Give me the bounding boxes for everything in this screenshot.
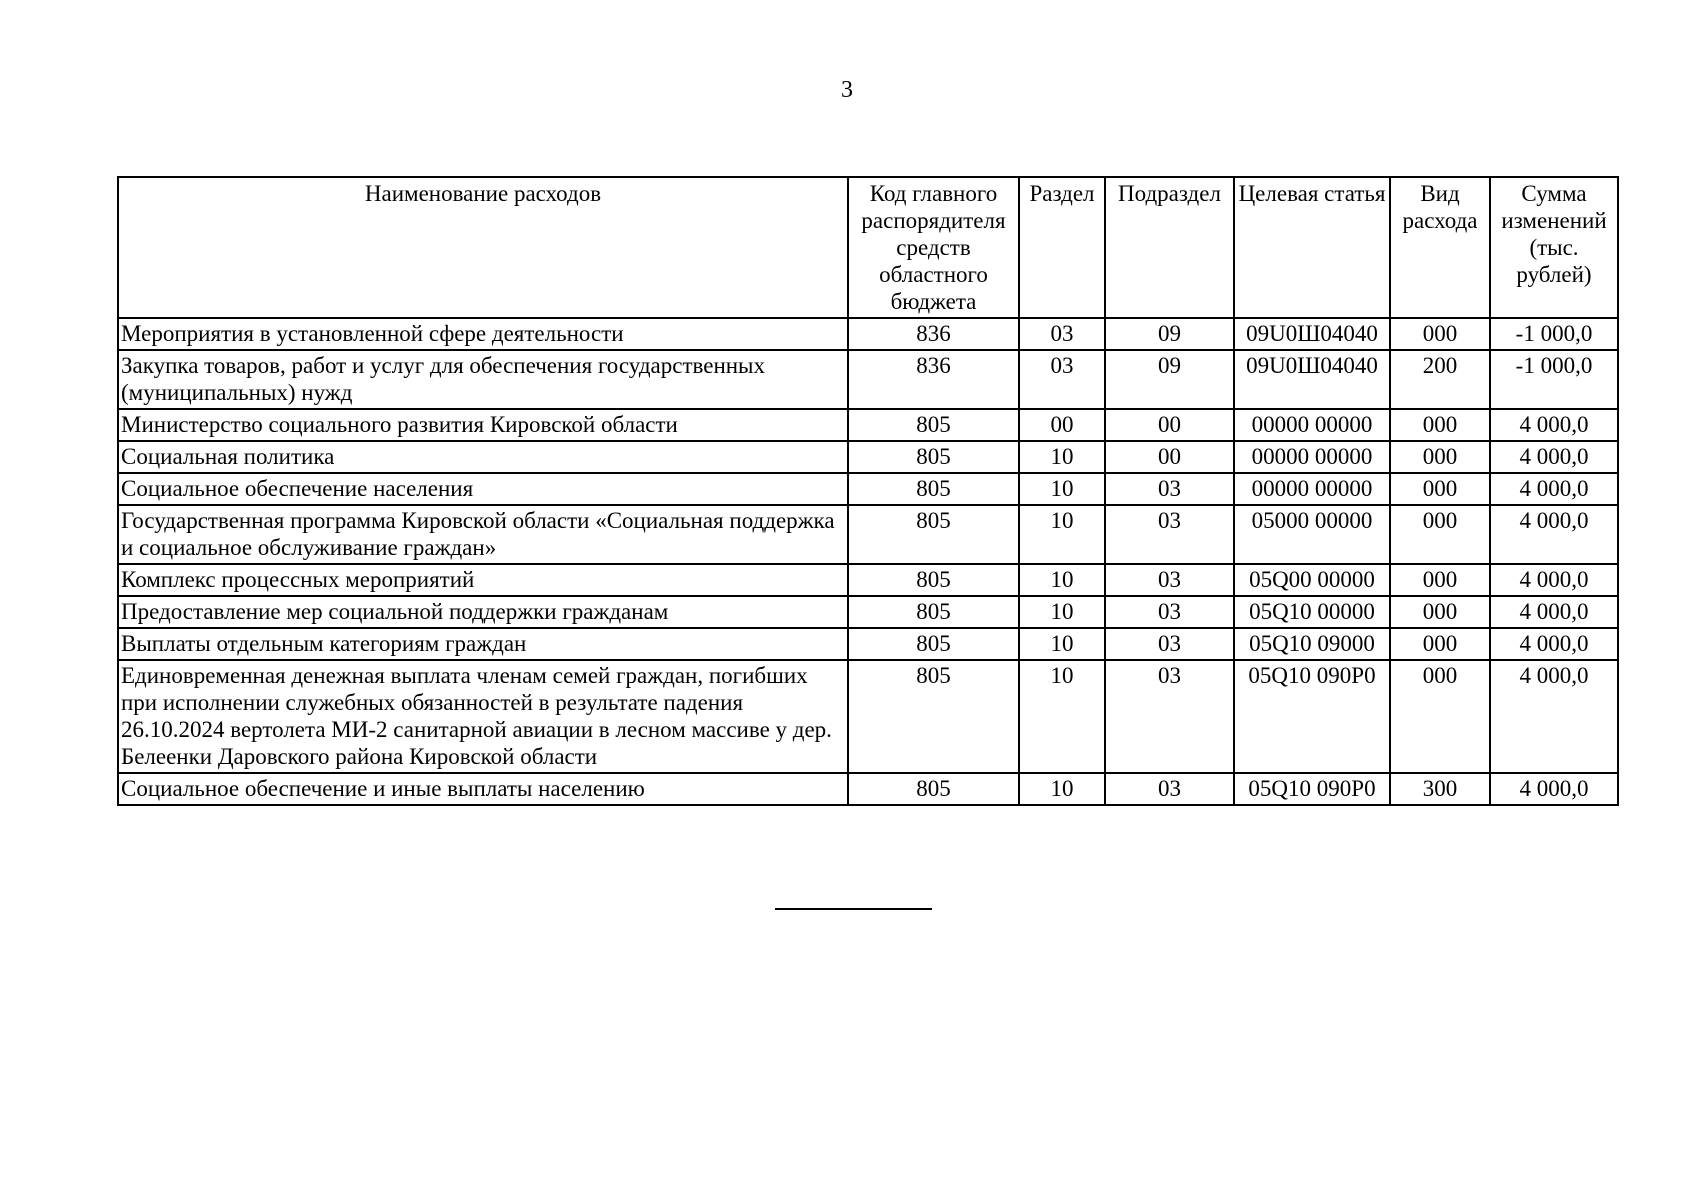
cell-expense-type: 000 <box>1390 596 1490 628</box>
cell-section: 10 <box>1019 596 1105 628</box>
page-number: 3 <box>841 77 853 103</box>
cell-change-amount: 4 000,0 <box>1490 473 1618 505</box>
cell-expense-name: Социальное обеспечение населения <box>118 473 848 505</box>
cell-expense-name: Комплекс процессных мероприятий <box>118 564 848 596</box>
cell-expense-name: Мероприятия в установленной сфере деятельности <box>118 318 848 350</box>
cell-manager-code: 836 <box>848 318 1019 350</box>
header-section: Раздел <box>1019 177 1105 318</box>
table-row <box>118 564 1618 596</box>
cell-expense-name: Министерство социального развития Кировской области <box>118 409 848 441</box>
cell-subsection: 09 <box>1105 318 1234 350</box>
cell-change-amount: 4 000,0 <box>1490 505 1618 564</box>
cell-target-article: 05Q10 00000 <box>1234 596 1390 628</box>
table-header-row <box>118 177 1618 318</box>
table-row <box>118 473 1618 505</box>
end-rule <box>775 908 932 910</box>
cell-manager-code: 805 <box>848 409 1019 441</box>
cell-target-article: 05Q10 090P0 <box>1234 660 1390 773</box>
cell-target-article: 00000 00000 <box>1234 473 1390 505</box>
cell-target-article: 05Q10 090P0 <box>1234 773 1390 805</box>
cell-manager-code: 805 <box>848 473 1019 505</box>
cell-expense-type: 000 <box>1390 473 1490 505</box>
cell-manager-code: 836 <box>848 350 1019 409</box>
cell-change-amount: 4 000,0 <box>1490 773 1618 805</box>
cell-manager-code: 805 <box>848 628 1019 660</box>
cell-manager-code: 805 <box>848 505 1019 564</box>
cell-expense-type: 000 <box>1390 409 1490 441</box>
cell-manager-code: 805 <box>848 773 1019 805</box>
cell-section: 10 <box>1019 564 1105 596</box>
cell-subsection: 03 <box>1105 564 1234 596</box>
cell-change-amount: 4 000,0 <box>1490 596 1618 628</box>
cell-change-amount: 4 000,0 <box>1490 409 1618 441</box>
header-change-amount: Сумма изменений (тыс. рублей) <box>1490 177 1618 318</box>
table-row <box>118 505 1618 564</box>
cell-target-article: 00000 00000 <box>1234 409 1390 441</box>
table-row <box>118 628 1618 660</box>
header-manager-code: Код главного распорядителя средств областного бюджета <box>848 177 1019 318</box>
cell-expense-type: 300 <box>1390 773 1490 805</box>
cell-change-amount: 4 000,0 <box>1490 564 1618 596</box>
cell-section: 03 <box>1019 318 1105 350</box>
cell-target-article: 00000 00000 <box>1234 441 1390 473</box>
cell-manager-code: 805 <box>848 596 1019 628</box>
table-row <box>118 409 1618 441</box>
cell-expense-name: Государственная программа Кировской области «Социальная поддержка и социальное обслуживание граждан» <box>118 505 848 564</box>
cell-expense-name: Выплаты отдельным категориям граждан <box>118 628 848 660</box>
cell-subsection: 00 <box>1105 409 1234 441</box>
cell-section: 10 <box>1019 660 1105 773</box>
header-expense-type: Вид расхода <box>1390 177 1490 318</box>
cell-expense-name: Социальное обеспечение и иные выплаты населению <box>118 773 848 805</box>
cell-subsection: 03 <box>1105 473 1234 505</box>
table-row <box>118 596 1618 628</box>
cell-expense-type: 000 <box>1390 564 1490 596</box>
cell-manager-code: 805 <box>848 441 1019 473</box>
cell-target-article: 09U0Ш04040 <box>1234 350 1390 409</box>
cell-section: 10 <box>1019 473 1105 505</box>
cell-manager-code: 805 <box>848 660 1019 773</box>
cell-expense-type: 200 <box>1390 350 1490 409</box>
cell-manager-code: 805 <box>848 564 1019 596</box>
cell-expense-name: Закупка товаров, работ и услуг для обеспечения государственных (муниципальных) нужд <box>118 350 848 409</box>
cell-section: 03 <box>1019 350 1105 409</box>
cell-subsection: 09 <box>1105 350 1234 409</box>
cell-change-amount: -1 000,0 <box>1490 318 1618 350</box>
cell-expense-type: 000 <box>1390 505 1490 564</box>
table-row <box>118 773 1618 805</box>
cell-change-amount: 4 000,0 <box>1490 660 1618 773</box>
cell-section: 10 <box>1019 441 1105 473</box>
cell-change-amount: 4 000,0 <box>1490 441 1618 473</box>
cell-subsection: 03 <box>1105 628 1234 660</box>
table-row <box>118 318 1618 350</box>
cell-subsection: 03 <box>1105 660 1234 773</box>
header-subsection: Подраздел <box>1105 177 1234 318</box>
table-row <box>118 660 1618 773</box>
cell-expense-type: 000 <box>1390 318 1490 350</box>
cell-target-article: 05Q00 00000 <box>1234 564 1390 596</box>
cell-expense-type: 000 <box>1390 441 1490 473</box>
cell-expense-name: Единовременная денежная выплата членам семей граждан, погибших при исполнении служебных обязанностей в результате падения 26.10.2024 вертолета МИ-2 санитарной авиации в лесном массиве у дер. Белеенки Даровского района Кировской области <box>118 660 848 773</box>
cell-target-article: 05000 00000 <box>1234 505 1390 564</box>
cell-target-article: 05Q10 09000 <box>1234 628 1390 660</box>
cell-subsection: 03 <box>1105 596 1234 628</box>
table-row <box>118 441 1618 473</box>
expenditure-table <box>117 176 1619 806</box>
cell-subsection: 03 <box>1105 505 1234 564</box>
cell-change-amount: 4 000,0 <box>1490 628 1618 660</box>
cell-section: 10 <box>1019 505 1105 564</box>
cell-expense-name: Социальная политика <box>118 441 848 473</box>
cell-section: 10 <box>1019 628 1105 660</box>
table-body <box>118 318 1618 805</box>
cell-section: 00 <box>1019 409 1105 441</box>
table-row <box>118 350 1618 409</box>
cell-change-amount: -1 000,0 <box>1490 350 1618 409</box>
cell-section: 10 <box>1019 773 1105 805</box>
cell-expense-type: 000 <box>1390 628 1490 660</box>
cell-subsection: 00 <box>1105 441 1234 473</box>
header-target-article: Целевая статья <box>1234 177 1390 318</box>
cell-expense-type: 000 <box>1390 660 1490 773</box>
cell-target-article: 09U0Ш04040 <box>1234 318 1390 350</box>
header-expense-name: Наименование расходов <box>118 177 848 318</box>
cell-expense-name: Предоставление мер социальной поддержки гражданам <box>118 596 848 628</box>
cell-subsection: 03 <box>1105 773 1234 805</box>
